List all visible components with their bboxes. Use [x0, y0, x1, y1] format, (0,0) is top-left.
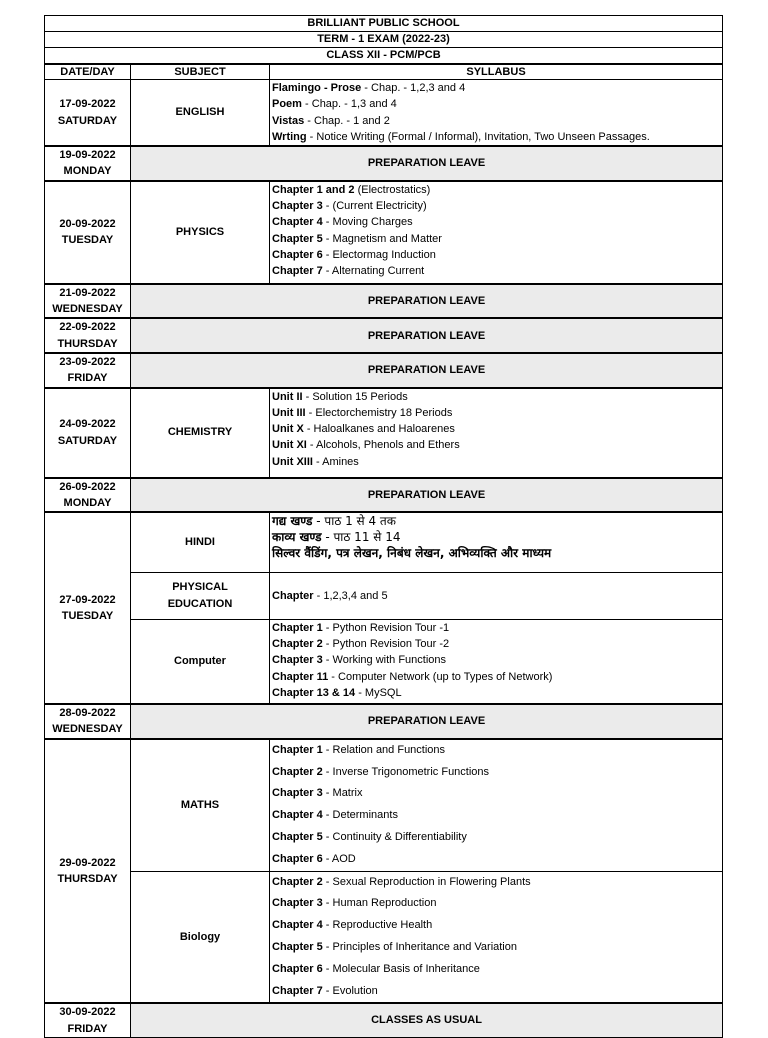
syllabus-line: Unit XI - Alcohols, Phenols and Ethers — [272, 439, 460, 452]
syllabus-line: Unit X - Haloalkanes and Haloarenes — [272, 423, 455, 436]
syllabus-line: Flamingo - Prose - Chap. - 1,2,3 and 4 — [272, 82, 466, 94]
preparation-leave: PREPARATION LEAVE — [131, 146, 723, 181]
syllabus-line: Chapter 6 - Molecular Basis of Inheritance — [272, 962, 480, 975]
day: FRIDAY — [67, 1022, 108, 1035]
syllabus-line: Chapter 5 - Continuity & Differentiability — [272, 830, 467, 843]
exam-title: TERM - 1 EXAM (2022-23) — [45, 32, 723, 48]
syllabus-cell — [270, 388, 723, 478]
subject-cell: CHEMISTRY — [131, 388, 270, 478]
date: 19-09-2022 — [59, 149, 116, 162]
syllabus-line: Chapter - 1,2,3,4 and 5 — [272, 589, 388, 602]
syllabus-cell — [270, 619, 723, 704]
day: THURSDAY — [57, 873, 118, 886]
day: THURSDAY — [57, 337, 118, 350]
syllabus-cell — [270, 739, 723, 871]
day: FRIDAY — [67, 372, 108, 385]
date-cell — [45, 478, 131, 513]
preparation-leave: PREPARATION LEAVE — [131, 353, 723, 388]
subject-line: PHYSICAL — [172, 581, 228, 594]
subject-cell — [131, 572, 270, 619]
syllabus-line: Chapter 1 - Relation and Functions — [272, 743, 446, 756]
day: MONDAY — [63, 496, 112, 509]
syllabus-line: Vistas - Chap. - 1 and 2 — [272, 114, 390, 127]
date: 26-09-2022 — [59, 480, 116, 493]
syllabus-line: Unit XIII - Amines — [272, 455, 359, 468]
date-cell — [45, 318, 131, 353]
day: SATURDAY — [57, 114, 118, 127]
syllabus-line: Chapter 1 and 2 (Electrostatics) — [272, 183, 431, 196]
syllabus-line: Chapter 3 - Matrix — [272, 787, 363, 800]
date-cell — [45, 181, 131, 284]
syllabus-line: Chapter 4 - Reproductive Health — [272, 919, 433, 932]
syllabus-line: Chapter 4 - Moving Charges — [272, 216, 413, 229]
subject-cell: MATHS — [131, 739, 270, 871]
day: TUESDAY — [61, 234, 114, 247]
school-name: BRILLIANT PUBLIC SCHOOL — [45, 16, 723, 32]
date-cell — [45, 704, 131, 739]
date-cell — [45, 353, 131, 388]
syllabus-line: Chapter 7 - Alternating Current — [272, 265, 425, 278]
day: TUESDAY — [61, 610, 114, 623]
syllabus-line: Chapter 5 - Magnetism and Matter — [272, 232, 442, 245]
date-cell — [45, 388, 131, 478]
syllabus-cell — [270, 181, 723, 284]
preparation-leave: PREPARATION LEAVE — [131, 704, 723, 739]
date: 21-09-2022 — [59, 286, 116, 299]
preparation-leave: PREPARATION LEAVE — [131, 284, 723, 319]
date: 17-09-2022 — [59, 98, 116, 111]
syllabus-line: Chapter 2 - Python Revision Tour -2 — [272, 637, 450, 650]
day: WEDNESDAY — [52, 723, 123, 736]
subject-cell: HINDI — [131, 512, 270, 572]
day: WEDNESDAY — [52, 303, 123, 316]
syllabus-line: Chapter 13 & 14 - MySQL — [272, 686, 402, 699]
date: 29-09-2022 — [59, 856, 116, 869]
syllabus-line: Chapter 2 - Inverse Trigonometric Functions — [272, 765, 490, 778]
date-cell — [45, 1003, 131, 1037]
subject-line: EDUCATION — [167, 597, 233, 610]
subject-cell: Biology — [131, 871, 270, 1003]
syllabus-line: सिल्वर वैंडिंग, पत्र लेखन, निबंध लेखन, अभिव्यक्ति और माध्यम — [272, 546, 552, 561]
syllabus-line: Chapter 3 - Human Reproduction — [272, 897, 437, 910]
date: 30-09-2022 — [59, 1006, 116, 1019]
preparation-leave: PREPARATION LEAVE — [131, 318, 723, 353]
syllabus-line: Wrting - Notice Writing (Formal / Informal), Invitation, Two Unseen Passages. — [272, 130, 650, 143]
subject-cell: PHYSICS — [131, 181, 270, 284]
syllabus-line: Chapter 6 - Electormag Induction — [272, 248, 436, 261]
day: MONDAY — [63, 165, 112, 178]
syllabus-line: Chapter 1 - Python Revision Tour -1 — [272, 621, 450, 634]
date-cell — [45, 80, 131, 147]
date-cell — [45, 739, 131, 1004]
syllabus-line: Chapter 3 - (Current Electricity) — [272, 200, 427, 213]
date-cell — [45, 512, 131, 704]
syllabus-cell — [270, 80, 723, 147]
col-header-subject: SUBJECT — [131, 64, 270, 80]
col-header-syllabus: SYLLABUS — [270, 64, 723, 80]
syllabus-line: Chapter 5 - Principles of Inheritance and Variation — [272, 940, 517, 953]
date: 27-09-2022 — [59, 593, 116, 606]
syllabus-line: Chapter 6 - AOD — [272, 852, 356, 865]
subject-cell: ENGLISH — [131, 80, 270, 147]
date-cell — [45, 146, 131, 181]
syllabus-line: गद्य खण्ड - पाठ 1 से 4 तक — [272, 514, 396, 529]
subject-cell: Computer — [131, 619, 270, 704]
date: 22-09-2022 — [59, 321, 116, 334]
syllabus-line: Chapter 11 - Computer Network (up to Types of Network) — [272, 670, 553, 683]
syllabus-line: Chapter 4 - Determinants — [272, 809, 398, 822]
syllabus-line: Chapter 7 - Evolution — [272, 984, 378, 997]
syllabus-line: Unit III - Electorchemistry 18 Periods — [272, 406, 453, 419]
syllabus-cell — [270, 871, 723, 1003]
day: SATURDAY — [57, 434, 118, 447]
exam-datesheet-table — [44, 15, 723, 1038]
syllabus-line: Unit II - Solution 15 Periods — [272, 390, 408, 403]
syllabus-line: Chapter 2 - Sexual Reproduction in Flowering Plants — [272, 875, 531, 888]
syllabus-line: Chapter 3 - Working with Functions — [272, 654, 447, 667]
classes-as-usual: CLASSES AS USUAL — [131, 1003, 723, 1037]
date: 24-09-2022 — [59, 418, 116, 431]
syllabus-line: काव्य खण्ड - पाठ 11 से 14 — [272, 530, 401, 545]
class-title: CLASS XII - PCM/PCB — [45, 48, 723, 65]
preparation-leave: PREPARATION LEAVE — [131, 478, 723, 513]
syllabus-cell — [270, 512, 723, 572]
syllabus-cell — [270, 572, 723, 619]
date-cell — [45, 284, 131, 319]
date: 28-09-2022 — [59, 707, 116, 720]
date: 20-09-2022 — [59, 217, 116, 230]
date: 23-09-2022 — [59, 355, 116, 368]
syllabus-line: Poem - Chap. - 1,3 and 4 — [272, 98, 397, 111]
col-header-date: DATE/DAY — [45, 64, 131, 80]
